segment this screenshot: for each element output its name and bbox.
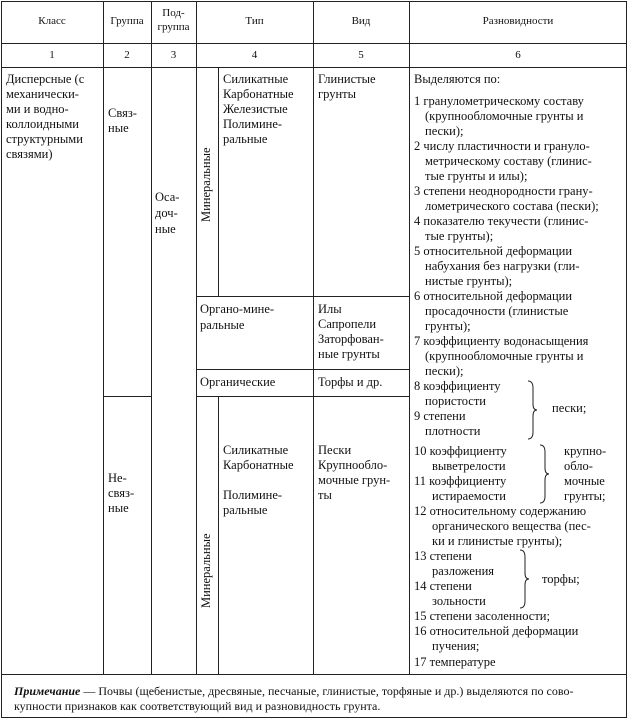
tip-mineral-line: Полимине-: [223, 117, 283, 131]
razn-item-16: пучения;: [432, 639, 480, 653]
header-podgruppa-2: группа: [157, 21, 190, 33]
vid-line: грунты: [318, 87, 357, 101]
row-line-nesvyaznye-top: [103, 396, 151, 397]
header-vid: Вид: [351, 15, 371, 27]
razn-item-2: тые грунты и илы);: [425, 169, 528, 183]
razn-peski: пески;: [552, 401, 587, 415]
tip-organo: Органо-мине-: [200, 302, 275, 316]
razn-item-4: 4 показателю текучести (глинис-: [414, 214, 589, 228]
razn-item-8: пористости: [425, 394, 486, 408]
klass-line: связями): [6, 147, 53, 161]
header-bottom-line: [1, 43, 627, 44]
razn-item-1: (крупнообломочные грунты и: [425, 109, 584, 123]
col-line-5: [409, 1, 410, 674]
razn-item-15: 15 степени засоленности;: [414, 609, 550, 623]
klass-line: структурными: [6, 132, 83, 146]
razn-item-11: истираемости: [432, 489, 506, 503]
col-number: 6: [515, 49, 521, 61]
header-klass: Класс: [38, 15, 66, 27]
razn-item-9: 9 степени: [414, 409, 466, 423]
razn-item-13: 13 степени: [414, 549, 472, 563]
razn-item-6: 6 относительной деформации: [414, 289, 573, 303]
razn-item-3: 3 степени неоднородности грану-: [414, 184, 593, 198]
gruppa-svyaznye: ные: [108, 121, 129, 135]
tip-mineral-line: Железистые: [223, 102, 288, 116]
gruppa-nesvyaznye: ные: [108, 501, 129, 515]
vid-line: ные грунты: [318, 347, 380, 361]
podgruppa-osadochnye: ные: [155, 222, 176, 236]
tip-mineral-line: Силикатные: [223, 72, 289, 86]
razn-item-10: 10 коэффициенту: [414, 444, 507, 458]
row-line-organic-bottom: [196, 396, 409, 397]
razn-item-13: разложения: [432, 564, 495, 578]
razn-item-5: набухания без нагрузки (гли-: [425, 259, 580, 273]
razn-item-11: 11 коэффициенту: [414, 474, 507, 488]
klass-line: ми и водно-: [6, 102, 69, 116]
numbers-bottom-line: [1, 67, 627, 68]
vid-line: Илы: [318, 302, 342, 316]
razn-item-1: пески);: [425, 124, 464, 138]
razn-krupno: обло-: [564, 459, 593, 473]
col-line-1: [103, 1, 104, 674]
razn-item-7: пески);: [425, 364, 464, 378]
vid-line: мочные грун-: [318, 473, 391, 487]
razn-torfy: торфы;: [542, 572, 580, 586]
tip-mineral-line: ральные: [223, 132, 268, 146]
razn-item-3: лометрического состава (пески);: [425, 199, 599, 213]
col-line-3: [196, 1, 197, 674]
col-number: 3: [170, 49, 177, 61]
row-line-organic-top: [196, 369, 409, 370]
klass-line: Дисперсные (с: [6, 72, 85, 86]
razn-krupno: мочные: [564, 474, 605, 488]
razn-item-2: 2 числу пластичности и грануло-: [414, 139, 590, 153]
tip-mineral-line: Карбонатные: [223, 87, 294, 101]
tip-mineral-2-line: Силикатные: [223, 443, 289, 457]
col-number: 2: [124, 49, 130, 61]
tip-organic: Органические: [200, 375, 276, 389]
row-line-organo-top: [196, 296, 409, 297]
tip-organo: ральные: [200, 318, 245, 332]
tip-mineral-2-line: Карбонатные: [223, 458, 294, 472]
col-line-mineral-1: [218, 67, 219, 296]
vid-line: Пески: [318, 443, 352, 457]
podgruppa-osadochnye: доч-: [155, 206, 178, 220]
razn-intro: Выделяются по:: [414, 72, 501, 86]
razn-item-16: 16 относительной деформации: [414, 624, 579, 638]
note-text: — Почвы (щебенистые, дресвяные, песчаные, глинистые, торфяные и др.) выделяются по сово-купности признаков как соответствующий вид и разновидность грунта.: [14, 684, 574, 713]
razn-item-1: 1 гранулометрическому составу: [414, 94, 584, 108]
brace-torfy: [518, 549, 530, 609]
razn-item-2: метрическому составу (глинис-: [425, 154, 592, 168]
razn-item-9: плотности: [425, 424, 481, 438]
note-top-line: [1, 674, 627, 675]
razn-item-5: нистые грунты);: [425, 274, 513, 288]
vid-line: ты: [318, 488, 332, 502]
vid-line: Крупнообло-: [318, 458, 388, 472]
header-raznovidnosti: Разновидности: [482, 15, 554, 27]
razn-item-14: зольности: [432, 594, 486, 608]
klass-line: механически-: [6, 87, 79, 101]
col-line-mineral-2: [218, 396, 219, 674]
tip-mineral-2-line: Полимине-: [223, 488, 283, 502]
header-podgruppa-1: Под-: [162, 7, 185, 19]
header-gruppa: Группа: [110, 15, 144, 27]
razn-item-6: просадочности (глинистые: [425, 304, 569, 318]
gruppa-svyaznye: Связ-: [108, 106, 137, 120]
podgruppa-osadochnye: Оса-: [155, 190, 180, 204]
col-number: 4: [251, 49, 258, 61]
vid-line: Глинистые: [318, 72, 376, 86]
razn-item-10: выветрелости: [432, 459, 506, 473]
vid-line: Заторфован-: [318, 332, 384, 346]
note-label: Примечание: [14, 684, 81, 698]
col-number: 5: [358, 49, 364, 61]
gruppa-nesvyaznye: Не-: [108, 471, 127, 485]
header-tip: Тип: [245, 15, 264, 27]
mineralnye-label-1: Минеральные: [199, 147, 213, 222]
brace-krupno: [538, 444, 550, 504]
razn-item-14: 14 степени: [414, 579, 472, 593]
razn-item-4: тые грунты);: [425, 229, 494, 243]
razn-krupno: грунты;: [564, 489, 606, 503]
brace-peski: [526, 380, 538, 440]
razn-item-7: (крупнообломочные грунты и: [425, 349, 584, 363]
col-line-4: [313, 1, 314, 674]
razn-item-12: ки и глинистые грунты);: [432, 534, 563, 548]
vid-line: Сапропели: [318, 317, 377, 331]
col-number: 1: [49, 49, 55, 61]
razn-item-12: органического вещества (пес-: [432, 519, 591, 533]
tip-mineral-2-line: ральные: [223, 503, 268, 517]
razn-item-12: 12 относительному содержанию: [414, 504, 587, 518]
mineralnye-label-2: Минеральные: [199, 533, 213, 608]
col-line-2: [151, 1, 152, 674]
vid-line: Торфы и др.: [318, 375, 383, 389]
razn-item-17: 17 температуре: [414, 655, 496, 669]
razn-item-5: 5 относительной деформации: [414, 244, 573, 258]
razn-krupno: крупно-: [564, 444, 607, 458]
table-note: [14, 684, 616, 714]
razn-item-6: грунты);: [425, 319, 471, 333]
razn-item-8: 8 коэффициенту: [414, 379, 501, 393]
razn-item-7: 7 коэффициенту водонасыщения: [414, 334, 589, 348]
klass-line: коллоидными: [6, 117, 79, 131]
gruppa-nesvyaznye: связ-: [108, 486, 135, 500]
